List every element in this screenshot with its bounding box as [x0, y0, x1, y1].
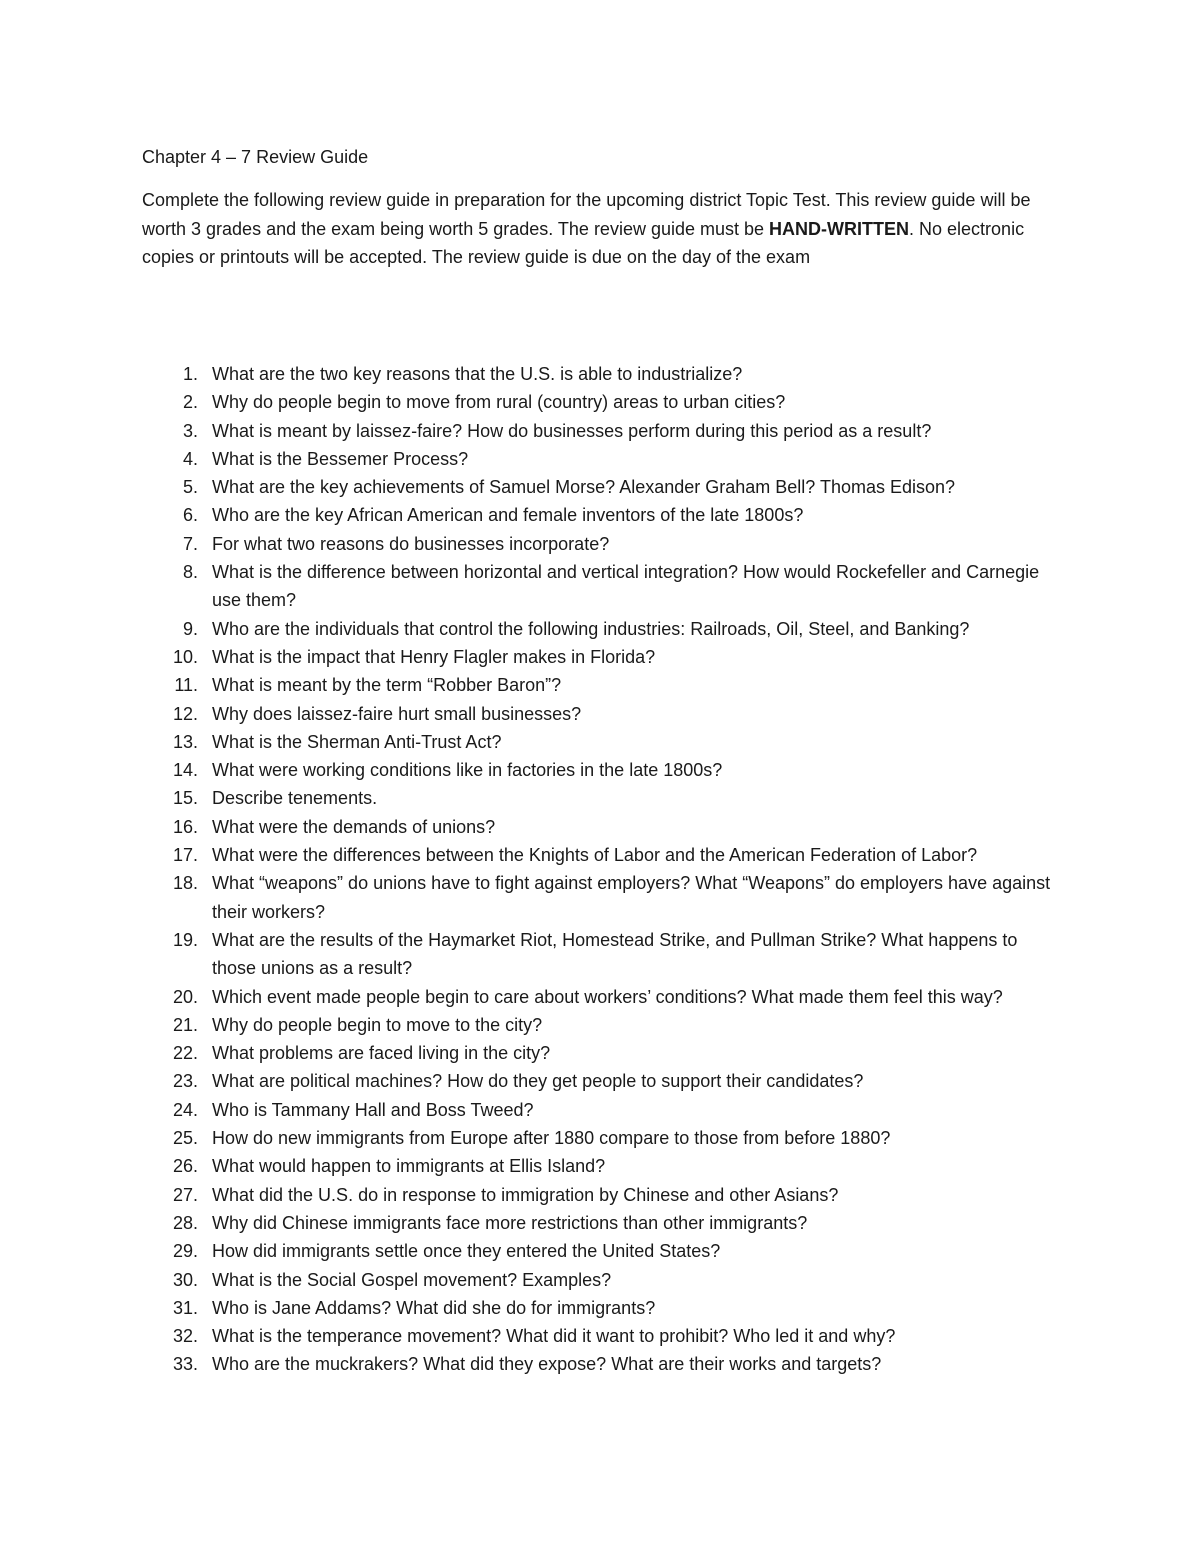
question-number: 18.	[172, 873, 198, 894]
question-text: Who is Jane Addams? What did she do for immigrants?	[212, 1297, 656, 1318]
question-item	[0, 558, 1062, 615]
question-number: 4.	[182, 448, 198, 469]
question-text: What would happen to immigrants at Ellis Island?	[212, 1156, 606, 1177]
question-item	[0, 756, 1062, 784]
question-text: What were the differences between the Knights of Labor and the American Federation of Labor?	[212, 845, 978, 866]
question-text: What is the difference between horizontal and vertical integration? How would Rockefeller and Carnegie use them?	[212, 562, 1040, 611]
question-item	[0, 643, 1062, 671]
question-number: 24.	[172, 1099, 198, 1120]
question-list	[0, 360, 1200, 1379]
question-number: 9.	[182, 618, 198, 639]
question-item	[0, 1294, 1062, 1322]
question-text: What are the results of the Haymarket Riot, Homestead Strike, and Pullman Strike? What happens to those unions as a result?	[212, 929, 1018, 979]
question-number: 17.	[172, 845, 198, 866]
question-text: What are the key achievements of Samuel Morse? Alexander Graham Bell? Thomas Edison?	[212, 477, 956, 498]
question-text: What are the two key reasons that the U.S. is able to industrialize?	[212, 364, 743, 384]
question-item	[0, 417, 1062, 445]
question-item	[0, 1152, 1062, 1180]
question-item	[0, 615, 1062, 643]
question-text: Who is Tammany Hall and Boss Tweed?	[212, 1099, 534, 1120]
question-item	[0, 388, 1062, 416]
question-item	[0, 473, 1062, 501]
question-item	[0, 813, 1062, 841]
question-text: What were the demands of unions?	[212, 816, 496, 837]
question-number: 5.	[182, 477, 198, 498]
question-item	[0, 926, 1062, 983]
question-text: Who are the key African American and female inventors of the late 1800s?	[212, 505, 804, 526]
question-number: 26.	[172, 1156, 198, 1177]
question-text: What are political machines? How do they get people to support their candidates?	[212, 1071, 864, 1092]
question-text: Which event made people begin to care about workers’ conditions? What made them feel this way?	[212, 986, 1003, 1007]
question-item	[0, 728, 1062, 756]
intro-text-part1: Complete the following review guide in preparation for the upcoming district Topic Test. This review guide will be worth 3 grades and the exam being worth 5 grades. The review guide must be	[142, 190, 1031, 239]
question-text: What problems are faced living in the city?	[212, 1043, 551, 1064]
question-text: What is the Sherman Anti-Trust Act?	[212, 731, 502, 752]
question-text: How do new immigrants from Europe after 1880 compare to those from before 1880?	[212, 1128, 891, 1149]
intro-paragraph	[142, 186, 1052, 272]
question-number: 30.	[172, 1269, 198, 1290]
question-number: 31.	[172, 1297, 198, 1318]
question-number: 29.	[172, 1241, 198, 1262]
question-item	[0, 1350, 1062, 1378]
question-text: Who are the muckrakers? What did they expose? What are their works and targets?	[212, 1354, 882, 1375]
question-text: For what two reasons do businesses incorporate?	[212, 533, 610, 554]
question-number: 25.	[172, 1128, 198, 1149]
document-title: Chapter 4 – 7 Review Guide	[142, 147, 369, 167]
question-number: 23.	[172, 1071, 198, 1092]
question-number: 11.	[174, 675, 198, 696]
question-text: What were working conditions like in factories in the late 1800s?	[212, 760, 723, 781]
question-text: Why do people begin to move to the city?	[212, 1014, 543, 1035]
question-number: 21.	[172, 1014, 198, 1035]
question-text: Who are the individuals that control the following industries: Railroads, Oil, Steel, and Banking?	[212, 618, 970, 639]
question-item	[0, 841, 1062, 869]
question-item	[0, 1237, 1062, 1265]
question-item	[0, 983, 1062, 1011]
question-number: 3.	[182, 420, 198, 441]
question-text: Why do people begin to move from rural (country) areas to urban cities?	[212, 392, 786, 413]
question-number: 14.	[172, 760, 198, 781]
question-number: 32.	[172, 1326, 198, 1347]
question-item	[0, 1096, 1062, 1124]
question-item	[0, 1322, 1062, 1350]
question-text: What is the impact that Henry Flagler makes in Florida?	[212, 646, 656, 667]
question-text: What is the temperance movement? What did it want to prohibit? Who led it and why?	[212, 1326, 896, 1347]
question-text: What is the Bessemer Process?	[212, 448, 469, 469]
question-text: What did the U.S. do in response to immigration by Chinese and other Asians?	[212, 1184, 839, 1205]
question-number: 19.	[172, 929, 198, 950]
question-number: 15.	[172, 788, 198, 809]
question-text: Describe tenements.	[212, 788, 378, 809]
question-number: 10.	[172, 646, 198, 667]
question-item	[0, 445, 1062, 473]
question-item	[0, 1011, 1062, 1039]
question-number: 27.	[172, 1184, 198, 1205]
question-number: 7.	[182, 533, 198, 554]
question-item	[0, 501, 1062, 529]
question-item	[0, 700, 1062, 728]
question-item	[0, 1039, 1062, 1067]
question-number: 20.	[172, 986, 198, 1007]
question-item	[0, 784, 1062, 812]
question-item	[0, 671, 1062, 699]
question-number: 33.	[172, 1354, 198, 1375]
question-item	[0, 1209, 1062, 1237]
question-item	[0, 1181, 1062, 1209]
question-text: What is meant by laissez-faire? How do businesses perform during this period as a result?	[212, 420, 932, 441]
question-item	[0, 1266, 1062, 1294]
question-number: 16.	[172, 816, 198, 837]
question-item	[0, 1067, 1062, 1095]
question-text: Why does laissez-faire hurt small businesses?	[212, 703, 582, 724]
intro-text-part2: . No electronic copies or printouts will be accepted. The review guide is due on the day of the exam	[142, 218, 1025, 267]
question-item	[0, 869, 1062, 926]
question-item	[0, 530, 1062, 558]
question-item	[0, 1124, 1062, 1152]
question-text: What “weapons” do unions have to fight against employers? What “Weapons” do employers have against their workers?	[212, 873, 1051, 922]
question-text: What is the Social Gospel movement? Examples?	[212, 1269, 612, 1290]
question-number: 8.	[182, 562, 198, 583]
question-text: Why did Chinese immigrants face more restrictions than other immigrants?	[212, 1212, 808, 1233]
question-number: 28.	[172, 1212, 198, 1233]
question-number: 22.	[172, 1043, 198, 1064]
question-number: 1.	[182, 364, 198, 384]
question-item	[0, 360, 1062, 388]
question-text: How did immigrants settle once they entered the United States?	[212, 1241, 721, 1262]
question-number: 13.	[172, 731, 198, 752]
question-number: 6.	[182, 505, 198, 526]
intro-bold-handwritten: HAND-WRITTEN	[769, 218, 910, 239]
question-number: 12.	[172, 703, 198, 724]
question-number: 2.	[182, 392, 198, 413]
question-text: What is meant by the term “Robber Baron”?	[212, 675, 562, 696]
